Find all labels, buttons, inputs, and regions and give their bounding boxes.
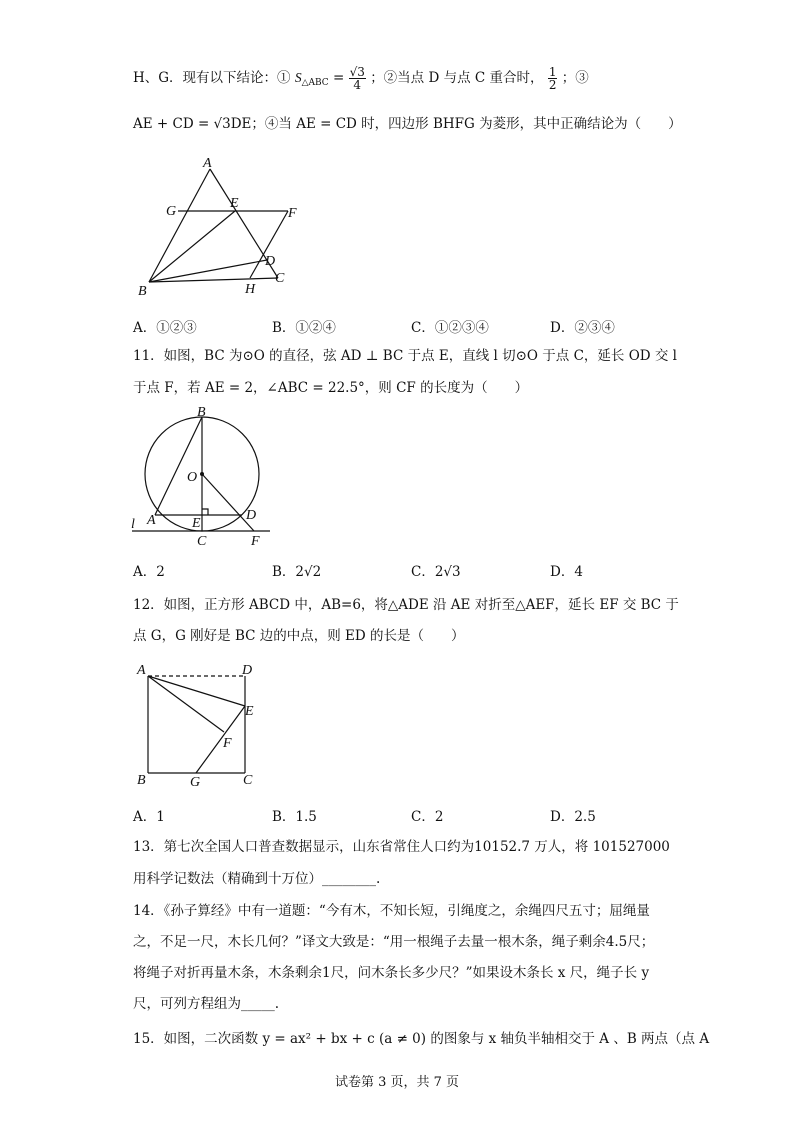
- label-C: C: [243, 773, 253, 788]
- q10-option-a: A．①②③: [133, 320, 197, 336]
- q12-line1: 12．如图，正方形 ABCD 中，AB=6，将△ADE 沿 AE 对折至△AEF，延长 EF 交 BC 于: [133, 597, 679, 613]
- s-abc-fraction: $\frac{√3}{4}$: [349, 65, 365, 92]
- q10-option-d: D．②③④: [550, 320, 615, 336]
- q12-option-d: D．2.5: [550, 809, 596, 825]
- figure-q12: [132, 659, 262, 791]
- label-A: A: [147, 513, 156, 528]
- q12-option-b: B．1.5: [272, 809, 317, 825]
- label-l: l: [131, 517, 135, 532]
- q11-option-a: A．2: [133, 564, 165, 580]
- q13-line1: 13．第七次全国人口普查数据显示，山东省常住人口约为10152.7 万人，将 101527000: [133, 839, 670, 855]
- label-H: H: [245, 282, 256, 297]
- label-E: E: [192, 516, 201, 531]
- page-footer: 试卷第 3 页，共 7 页: [334, 1075, 460, 1090]
- q14-line4: 尺，可列方程组为_____.: [133, 996, 280, 1012]
- label-O: O: [187, 470, 198, 485]
- q14-line1: 14．《孙子算经》中有一道题：“今有木，不知长短，引绳度之，余绳四尺五寸；屈绳量: [133, 903, 650, 919]
- figure-q10: [138, 155, 308, 300]
- q14-line2: 之，不足一尺，木长几何？”译文大致是：“用一根绳子去量一根木条，绳子剩余4.5尺；: [133, 934, 655, 950]
- q11-line1: 11．如图，BC 为⊙O 的直径，弦 AD ⊥ BC 于点 E，直线 l 切⊙O 于点 C，延长 OD 交 l: [133, 348, 677, 364]
- q12-option-c: C．2: [411, 809, 444, 825]
- label-B: B: [138, 284, 147, 299]
- q10-line2: AE + CD = √3DE；④当 AE = CD 时，四边形 BHFG 为菱形，其中正确结论为（ ）: [133, 116, 682, 132]
- label-E: E: [230, 196, 239, 211]
- q10-option-b: B．①②④: [272, 320, 336, 336]
- figure-q11: [128, 405, 278, 547]
- q11-option-c: C．2√3: [411, 564, 461, 580]
- label-E: E: [245, 704, 254, 719]
- q12-line2: 点 G，G 刚好是 BC 边的中点，则 ED 的长是（ ）: [133, 628, 465, 644]
- q10-options: [133, 316, 693, 336]
- fh-fraction: $\frac{1}{2}$: [548, 65, 557, 92]
- q15-line1: 15．如图，二次函数 y = ax² + bx + c (a ≠ 0) 的图象与 x 轴负半轴相交于 A 、B 两点（点 A: [133, 1031, 710, 1047]
- label-C: C: [275, 271, 285, 286]
- label-D: D: [265, 254, 276, 269]
- q12-option-a: A．1: [133, 809, 165, 825]
- q10-line1: H、G．现有以下结论：① $S_{\triangle ABC}$ = $\frac{√3}{4}$ ；②当点 D 与点 C 重合时， $\frac{1}{2}$ ；③: [133, 65, 589, 92]
- label-F: F: [223, 736, 232, 751]
- label-B: B: [137, 773, 146, 788]
- label-B: B: [197, 405, 206, 420]
- q11-line2: 于点 F，若 AE = 2，∠ABC = 22.5°，则 CF 的长度为（ ）: [133, 380, 529, 396]
- label-A: A: [203, 156, 212, 171]
- q11-option-d: D．4: [550, 564, 583, 580]
- label-C: C: [197, 534, 207, 547]
- q11-option-b: B．2√2: [272, 564, 322, 580]
- q14-line3: 将绳子对折再量木条，木条剩余1尺，问木条长多少尺？”如果设木条长 x 尺，绳子长 y: [133, 965, 650, 981]
- label-A: A: [137, 663, 146, 678]
- q13-line2: 用科学记数法（精确到十万位）________.: [133, 871, 381, 887]
- label-F: F: [288, 206, 297, 221]
- label-F: F: [251, 534, 260, 547]
- q12-options: [133, 805, 693, 825]
- label-G: G: [166, 204, 177, 219]
- q11-options: [133, 560, 693, 580]
- label-D: D: [246, 508, 257, 523]
- label-D: D: [242, 663, 253, 678]
- q10-option-c: C．①②③④: [411, 320, 489, 336]
- label-G: G: [190, 775, 201, 790]
